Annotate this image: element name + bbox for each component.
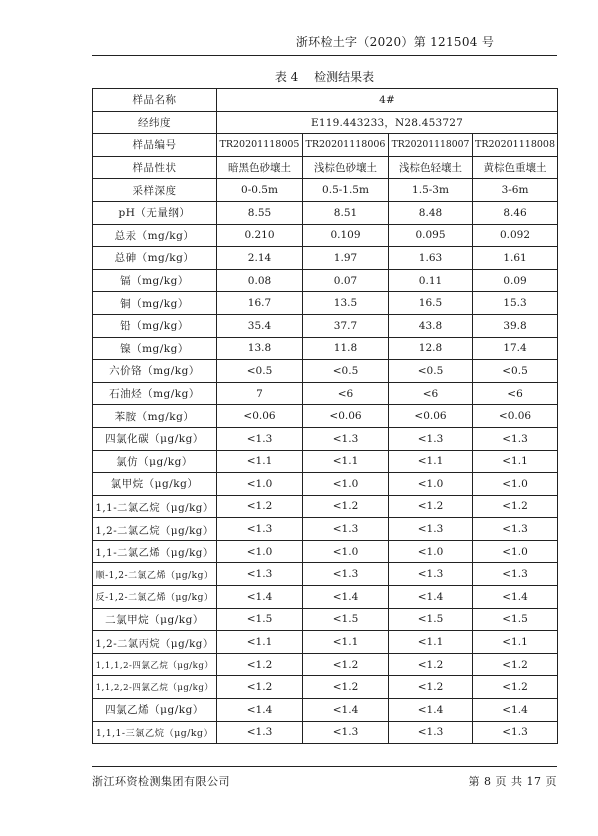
- row-label: 1,1-二氯乙烯（μg/kg）: [93, 540, 217, 563]
- table-cell: 13.8: [217, 337, 303, 360]
- table-cell: <0.06: [217, 405, 303, 428]
- row-label: 1,1,1-三氯乙烷（μg/kg）: [93, 721, 217, 744]
- table-row: [93, 224, 558, 247]
- table-cell: <1.1: [389, 631, 473, 654]
- table-cell: <1.1: [303, 450, 389, 473]
- table-cell: 37.7: [303, 314, 389, 337]
- row-label: 氯甲烷（μg/kg）: [93, 473, 217, 496]
- table-cell: <1.4: [303, 586, 389, 609]
- table-cell: <1.4: [303, 699, 389, 722]
- table-cell: 1.5-3m: [389, 179, 473, 202]
- table-cell: <1.4: [473, 586, 558, 609]
- table-cell: 0.5-1.5m: [303, 179, 389, 202]
- table-cell: <0.5: [303, 360, 389, 383]
- company-name: 浙江环资检测集团有限公司: [92, 775, 230, 788]
- row-label: 样品编号: [93, 134, 217, 157]
- table-cell: <1.0: [303, 540, 389, 563]
- table-cell: 17.4: [473, 337, 558, 360]
- table-cell: <6: [389, 382, 473, 405]
- page-number: 第 8 页 共 17 页: [468, 775, 557, 788]
- row-label: 总砷（mg/kg）: [93, 247, 217, 270]
- table-caption-text: 检测结果表: [314, 70, 375, 84]
- table-cell: <1.3: [217, 563, 303, 586]
- table-cell: 39.8: [473, 314, 558, 337]
- table-cell: 11.8: [303, 337, 389, 360]
- table-cell: <1.1: [217, 450, 303, 473]
- table-cell: 3-6m: [473, 179, 558, 202]
- table-cell: <1.2: [473, 495, 558, 518]
- table-cell: <1.3: [389, 427, 473, 450]
- table-cell: <1.5: [303, 608, 389, 631]
- table-cell: 0.09: [473, 269, 558, 292]
- table-cell: <6: [303, 382, 389, 405]
- table-cell: <1.3: [217, 518, 303, 541]
- table-cell: 0-0.5m: [217, 179, 303, 202]
- table-cell: <1.2: [389, 676, 473, 699]
- row-label: 六价铬（mg/kg）: [93, 360, 217, 383]
- table-row: [93, 427, 558, 450]
- table-cell: <1.3: [217, 721, 303, 744]
- table-cell: <1.2: [303, 653, 389, 676]
- table-cell: 0.109: [303, 224, 389, 247]
- table-row: [93, 247, 558, 270]
- table-cell: <1.2: [303, 676, 389, 699]
- coordinates-value: E119.443233，N28.453727: [217, 111, 558, 134]
- row-label: 1,1,2,2-四氯乙烷（μg/kg）: [93, 676, 217, 699]
- table-cell: <1.4: [217, 586, 303, 609]
- table-caption-number: 表 4: [274, 70, 299, 84]
- table-row: [93, 337, 558, 360]
- table-row: [93, 269, 558, 292]
- table-row: [93, 653, 558, 676]
- table-row: [93, 450, 558, 473]
- footer-rule: [92, 766, 557, 767]
- table-cell: TR20201118005: [217, 134, 303, 157]
- table-cell: 8.48: [389, 201, 473, 224]
- table-cell: <0.5: [217, 360, 303, 383]
- table-cell: 8.46: [473, 201, 558, 224]
- table-cell: <1.3: [303, 427, 389, 450]
- table-cell: <1.4: [389, 699, 473, 722]
- table-cell: 15.3: [473, 292, 558, 315]
- table-cell: 35.4: [217, 314, 303, 337]
- table-cell: <1.2: [473, 676, 558, 699]
- table-cell: <1.3: [473, 563, 558, 586]
- table-row: [93, 360, 558, 383]
- table-row: [93, 608, 558, 631]
- table-cell: <1.0: [389, 473, 473, 496]
- table-cell: <1.1: [473, 631, 558, 654]
- results-table-body: [93, 89, 558, 744]
- row-label: 1,1,1,2-四氯乙烷（μg/kg）: [93, 653, 217, 676]
- table-cell: 16.5: [389, 292, 473, 315]
- table-row: [93, 473, 558, 496]
- table-cell: 1.63: [389, 247, 473, 270]
- table-cell: <1.1: [217, 631, 303, 654]
- table-cell: 黄棕色重壤土: [473, 156, 558, 179]
- table-cell: 0.07: [303, 269, 389, 292]
- table-cell: 1.61: [473, 247, 558, 270]
- table-cell: 0.08: [217, 269, 303, 292]
- table-row: [93, 631, 558, 654]
- table-row: [93, 518, 558, 541]
- row-label: 样品性状: [93, 156, 217, 179]
- row-label: 镍（mg/kg）: [93, 337, 217, 360]
- table-cell: <1.3: [303, 721, 389, 744]
- table-row: [93, 134, 558, 157]
- table-row: [93, 495, 558, 518]
- table-row: [93, 405, 558, 428]
- header-rule: [92, 55, 557, 56]
- table-cell: <1.2: [389, 495, 473, 518]
- table-cell: <1.2: [217, 495, 303, 518]
- table-cell: 2.14: [217, 247, 303, 270]
- table-cell: <1.0: [473, 540, 558, 563]
- table-cell: <1.0: [217, 540, 303, 563]
- table-cell: 8.51: [303, 201, 389, 224]
- row-label: 总汞（mg/kg）: [93, 224, 217, 247]
- sample-name-value: 4#: [217, 89, 558, 112]
- table-cell: <0.5: [389, 360, 473, 383]
- table-cell: TR20201118006: [303, 134, 389, 157]
- table-row: [93, 676, 558, 699]
- table-row: [93, 586, 558, 609]
- row-label: 氯仿（μg/kg）: [93, 450, 217, 473]
- table-row: [93, 314, 558, 337]
- row-label: pH（无量纲）: [93, 201, 217, 224]
- row-label: 四氯化碳（μg/kg）: [93, 427, 217, 450]
- report-number: 浙环检土字（2020）第 121504 号: [295, 35, 495, 49]
- table-row: [93, 292, 558, 315]
- table-cell: 浅棕色轻壤土: [389, 156, 473, 179]
- row-label: 石油烃（mg/kg）: [93, 382, 217, 405]
- table-cell: <0.06: [473, 405, 558, 428]
- table-cell: TR20201118008: [473, 134, 558, 157]
- table-cell: <1.3: [473, 518, 558, 541]
- row-label: 镉（mg/kg）: [93, 269, 217, 292]
- table-cell: 浅棕色砂壤土: [303, 156, 389, 179]
- row-label: 经纬度: [93, 111, 217, 134]
- table-row: [93, 201, 558, 224]
- table-cell: 16.7: [217, 292, 303, 315]
- table-cell: <1.4: [389, 586, 473, 609]
- table-cell: <1.0: [473, 473, 558, 496]
- table-cell: <1.3: [217, 427, 303, 450]
- row-label: 样品名称: [93, 89, 217, 112]
- table-cell: <1.1: [303, 631, 389, 654]
- table-cell: 暗黑色砂壤土: [217, 156, 303, 179]
- table-cell: 12.8: [389, 337, 473, 360]
- row-label: 采样深度: [93, 179, 217, 202]
- table-row: [93, 540, 558, 563]
- table-cell: <1.3: [473, 721, 558, 744]
- table-cell: 0.092: [473, 224, 558, 247]
- table-row: [93, 111, 558, 134]
- row-label: 反-1,2-二氯乙烯（μg/kg）: [93, 586, 217, 609]
- table-cell: <1.3: [303, 518, 389, 541]
- table-caption: [92, 68, 557, 85]
- results-table: [92, 88, 558, 744]
- row-label: 四氯乙烯（μg/kg）: [93, 699, 217, 722]
- table-cell: <1.1: [389, 450, 473, 473]
- table-cell: <0.06: [389, 405, 473, 428]
- table-cell: <0.5: [473, 360, 558, 383]
- table-cell: <1.5: [217, 608, 303, 631]
- table-row: [93, 156, 558, 179]
- table-cell: 7: [217, 382, 303, 405]
- table-cell: 0.095: [389, 224, 473, 247]
- table-cell: <1.2: [217, 676, 303, 699]
- table-cell: TR20201118007: [389, 134, 473, 157]
- table-cell: <1.3: [473, 427, 558, 450]
- table-cell: 43.8: [389, 314, 473, 337]
- row-label: 1,2-二氯乙烷（μg/kg）: [93, 518, 217, 541]
- row-label: 二氯甲烷（μg/kg）: [93, 608, 217, 631]
- table-cell: 0.210: [217, 224, 303, 247]
- table-cell: <0.06: [303, 405, 389, 428]
- row-label: 顺-1,2-二氯乙烯（μg/kg）: [93, 563, 217, 586]
- table-cell: <1.2: [303, 495, 389, 518]
- table-cell: <1.0: [217, 473, 303, 496]
- row-label: 苯胺（mg/kg）: [93, 405, 217, 428]
- table-cell: 13.5: [303, 292, 389, 315]
- table-cell: 8.55: [217, 201, 303, 224]
- row-label: 1,1-二氯乙烷（μg/kg）: [93, 495, 217, 518]
- table-cell: <1.3: [389, 563, 473, 586]
- row-label: 铜（mg/kg）: [93, 292, 217, 315]
- row-label: 1,2-二氯丙烷（μg/kg）: [93, 631, 217, 654]
- table-cell: <1.4: [473, 699, 558, 722]
- table-cell: <1.2: [473, 653, 558, 676]
- table-row: [93, 721, 558, 744]
- table-cell: <1.3: [303, 563, 389, 586]
- table-cell: <1.3: [389, 721, 473, 744]
- table-cell: <1.0: [303, 473, 389, 496]
- row-label: 铅（mg/kg）: [93, 314, 217, 337]
- table-cell: <1.3: [389, 518, 473, 541]
- table-row: [93, 699, 558, 722]
- table-cell: <1.2: [389, 653, 473, 676]
- table-cell: <1.4: [217, 699, 303, 722]
- table-cell: <1.2: [217, 653, 303, 676]
- table-cell: <1.5: [473, 608, 558, 631]
- table-cell: 1.97: [303, 247, 389, 270]
- table-row: [93, 179, 558, 202]
- table-cell: <1.5: [389, 608, 473, 631]
- table-row: [93, 563, 558, 586]
- table-row: [93, 382, 558, 405]
- table-row: [93, 89, 558, 112]
- table-cell: 0.11: [389, 269, 473, 292]
- table-cell: <1.1: [473, 450, 558, 473]
- table-cell: <1.0: [389, 540, 473, 563]
- table-cell: <6: [473, 382, 558, 405]
